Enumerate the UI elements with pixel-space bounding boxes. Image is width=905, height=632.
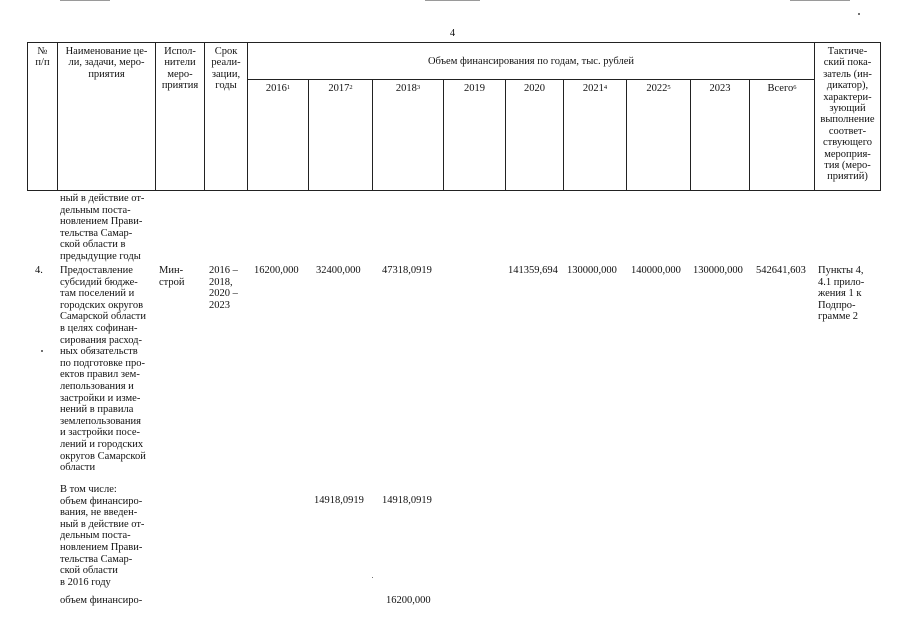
including-value-2017: 14918,0919 <box>314 495 364 506</box>
row4-value-total: 542641,603 <box>756 265 806 276</box>
row4-value-2017: 32400,000 <box>316 265 361 276</box>
row4-value-2023: 130000,000 <box>693 265 743 276</box>
scan-speck <box>858 13 860 15</box>
header-funding-title: Объем финансирования по годам, тыс. рублей <box>427 56 635 67</box>
including-text: В том числе: объем финансиро- вания, не введен- ный в действие от- дельным поста- новлением Прави- тельства Самар- ской области в 2016 году <box>60 484 145 588</box>
row4-value-2018: 47318,0919 <box>382 265 432 276</box>
header-name: Наименование це- ли, задачи, меро- приятия <box>65 46 148 80</box>
row4-value-2020: 141359,694 <box>508 265 558 276</box>
scan-speck <box>41 350 43 352</box>
row4-name: Предоставление субсидий бюдже- там поселений и городских округов Самарской области в целях софинан- сирования расход- ных обязательств по подготовке про- ектов правил зем- лепользования и застройки и изме- нений в правила землепользования и застройки посе- лений и городских округов Самарской области <box>60 265 146 474</box>
top-rule-left <box>60 0 110 1</box>
header-year-2022: 2022$^5$ <box>646 83 671 94</box>
last-line-text: объем финансиро- <box>60 595 143 606</box>
row4-value-2021: 130000,000 <box>567 265 617 276</box>
header-year-2023: 2023 <box>709 83 731 94</box>
top-rule-right <box>790 0 850 1</box>
header-indicator: Тактиче- ский пока- затель (ин- дикатор), характери- зующий выполнение соответ- ствующего мероприя- тия (меро- приятий) <box>820 46 875 183</box>
header-year-2016: 2016$^1$ <box>265 83 291 94</box>
header-year-2021: 2021$^4$ <box>582 83 608 94</box>
header-executors: Испол- нители меро- приятия <box>161 46 199 92</box>
header-total: Всего$^6$ <box>767 83 797 94</box>
including-value-2018: 14918,0919 <box>382 495 432 506</box>
header-year-2020: 2020 <box>524 83 545 94</box>
row4-term: 2016 – 2018, 2020 – 2023 <box>209 265 238 311</box>
continuation-text: ный в действие от- дельным поста- новлением Прави- тельства Самар- ской области в предыдущие годы <box>60 193 145 262</box>
scan-speck <box>372 577 373 578</box>
row4-number: 4. <box>35 265 43 276</box>
row4-indicator: Пункты 4, 4.1 прило- жения 1 к Подпро- грамме 2 <box>818 265 865 323</box>
header-year-2017: 2017$^2$ <box>328 83 353 94</box>
header-term: Срок реали- зации, годы <box>211 46 241 92</box>
row4-value-2022: 140000,000 <box>631 265 681 276</box>
row4-value-2016: 16200,000 <box>254 265 299 276</box>
header-year-2018: 2018$^3$ <box>395 83 421 94</box>
row4-executor: Мин- строй <box>159 265 185 288</box>
header-num: № п/п <box>35 46 50 69</box>
top-rule-mid <box>425 0 480 1</box>
last-value-2018: 16200,000 <box>386 595 431 606</box>
page-number: 4 <box>449 28 456 39</box>
header-year-2019: 2019 <box>464 83 485 94</box>
